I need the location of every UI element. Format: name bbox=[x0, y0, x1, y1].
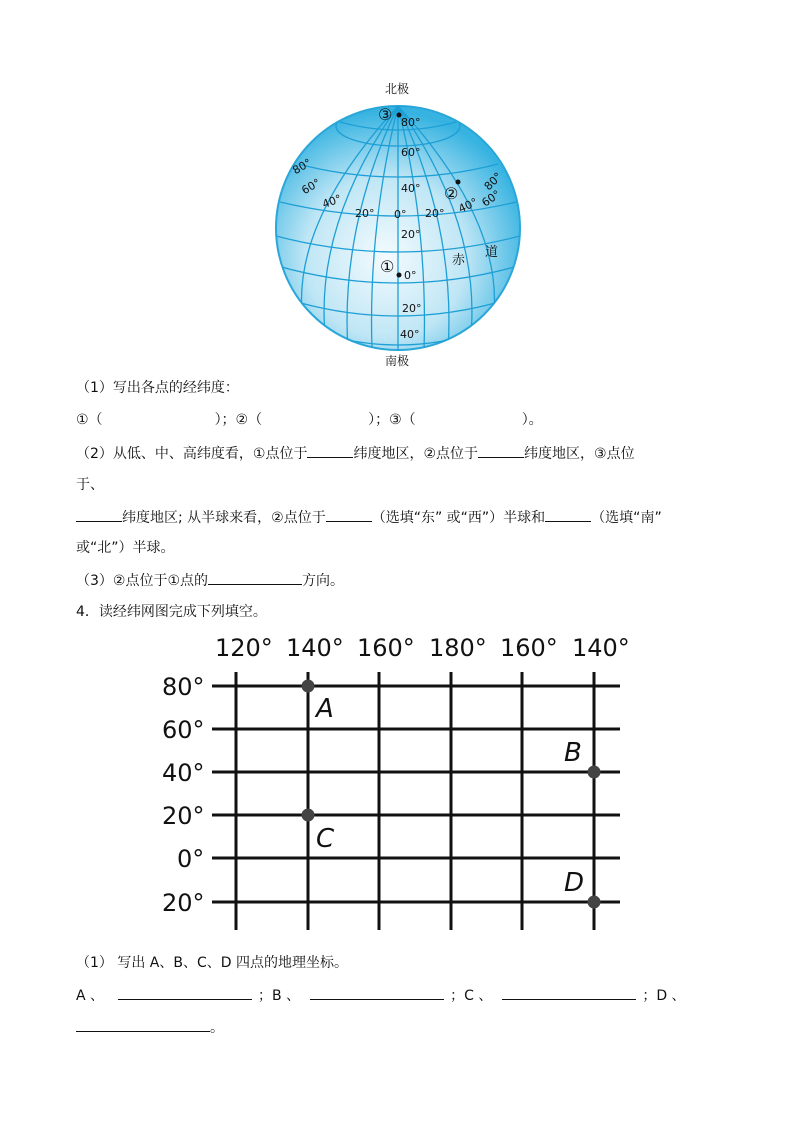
point-c-label: C bbox=[316, 824, 335, 854]
left-label-60: 60° bbox=[162, 716, 205, 744]
lat-label-40: 40° bbox=[401, 182, 421, 195]
p2-a: （2）从低、中、高纬度看，①点位于 bbox=[76, 446, 308, 462]
blank-2[interactable] bbox=[478, 443, 524, 458]
q3-part1-title: （1）写出各点的经纬度： bbox=[76, 380, 239, 396]
right-lon-80: 80° bbox=[481, 170, 505, 194]
d-label: ；D 、 bbox=[642, 988, 686, 1004]
equator-label-left: 赤 bbox=[452, 253, 466, 268]
right-lon-0: 0° bbox=[394, 208, 407, 221]
left-label-80: 80° bbox=[162, 673, 205, 701]
top-label-120: 120° bbox=[215, 634, 273, 662]
top-label-160b: 160° bbox=[500, 634, 558, 662]
left-lon-60: 60° bbox=[299, 176, 323, 198]
p3-a: （3）②点位于①点的 bbox=[76, 573, 209, 589]
p1-c1: ①（ bbox=[76, 412, 103, 428]
top-label-180: 180° bbox=[429, 634, 487, 662]
left-lon-40: 40° bbox=[320, 192, 344, 211]
top-label-140a: 140° bbox=[286, 634, 344, 662]
c-label: ；C 、 bbox=[450, 988, 493, 1004]
p2-g: （选填“南” bbox=[591, 510, 662, 526]
blank-1[interactable] bbox=[307, 443, 353, 458]
blank-5[interactable] bbox=[545, 507, 591, 522]
globe-figure bbox=[268, 78, 528, 370]
q4-sub1: （1） 写出 A、B、C、D 四点的地理坐标。 bbox=[76, 955, 348, 971]
blank-b[interactable] bbox=[310, 985, 444, 1000]
point-a-label: A bbox=[316, 694, 334, 724]
q4-answer-line2 bbox=[76, 1017, 224, 1038]
right-lon-60: 60° bbox=[479, 187, 503, 210]
p2-f: （选填“东” 或“西”）半球和 bbox=[371, 510, 546, 526]
blank-d[interactable] bbox=[76, 1017, 210, 1032]
q4-answer-line1 bbox=[76, 985, 686, 1006]
point-a-marker bbox=[302, 680, 315, 693]
p2-b: 纬度地区，②点位于 bbox=[353, 446, 479, 462]
lat-lon-grid-figure bbox=[150, 628, 640, 938]
right-lon-40: 40° bbox=[456, 195, 480, 216]
q3-part1-answers bbox=[76, 410, 543, 430]
point-d-marker bbox=[588, 896, 601, 909]
north-pole-label: 北极 bbox=[385, 82, 410, 96]
point-1-label: ① bbox=[380, 257, 395, 276]
p1-c4: ）。 bbox=[521, 412, 543, 428]
p3-b: 方向。 bbox=[302, 573, 345, 589]
q3-part2-line1 bbox=[76, 443, 635, 464]
top-label-140b: 140° bbox=[572, 634, 630, 662]
top-label-160a: 160° bbox=[357, 634, 415, 662]
left-label-20s: 20° bbox=[162, 889, 205, 917]
point-d-label: D bbox=[564, 868, 585, 898]
blank-6[interactable] bbox=[208, 570, 302, 585]
p2-e: 纬度地区; 从半球来看，②点位于 bbox=[122, 510, 326, 526]
equator-label-right: 道 bbox=[485, 245, 499, 260]
left-lon-20: 20° bbox=[355, 207, 375, 220]
p1-c3: ）；③（ bbox=[368, 412, 416, 428]
blank-c[interactable] bbox=[502, 985, 636, 1000]
lat-label-80: 80° bbox=[401, 116, 421, 129]
q3-part2-line2: 于、 bbox=[76, 477, 104, 493]
point-c-marker bbox=[302, 809, 315, 822]
point-2-label: ② bbox=[444, 184, 459, 203]
point-b-label: B bbox=[564, 738, 582, 768]
q3-part2-line4: 或“北”）半球。 bbox=[76, 540, 175, 556]
b-label: ；B 、 bbox=[258, 988, 301, 1004]
lat-label-20s: 20° bbox=[402, 302, 422, 315]
point-3-label: ③ bbox=[378, 105, 393, 124]
lat-label-60: 60° bbox=[401, 146, 421, 159]
lat-label-0: 0° bbox=[404, 269, 417, 282]
q3-part2-line3 bbox=[76, 507, 662, 528]
q3-part3 bbox=[76, 570, 344, 591]
blank-4[interactable] bbox=[326, 507, 372, 522]
left-label-20n: 20° bbox=[162, 802, 205, 830]
point-b-marker bbox=[588, 766, 601, 779]
left-lon-80: 80° bbox=[290, 156, 314, 178]
p2-c: 纬度地区，③点位 bbox=[524, 446, 635, 462]
blank-3[interactable] bbox=[76, 507, 122, 522]
a-label: A 、 bbox=[76, 988, 105, 1004]
blank-a[interactable] bbox=[118, 985, 252, 1000]
lat-label-20n: 20° bbox=[401, 228, 421, 241]
end-mark: 。 bbox=[210, 1020, 224, 1036]
left-label-0: 0° bbox=[177, 845, 205, 873]
lat-label-40s: 40° bbox=[400, 328, 420, 341]
south-pole-label: 南极 bbox=[385, 354, 410, 368]
left-label-40: 40° bbox=[162, 759, 205, 787]
p1-c2: ）；②（ bbox=[214, 412, 263, 428]
right-lon-20: 20° bbox=[425, 207, 445, 220]
q4-title: 4．读经纬网图完成下列填空。 bbox=[76, 604, 267, 620]
